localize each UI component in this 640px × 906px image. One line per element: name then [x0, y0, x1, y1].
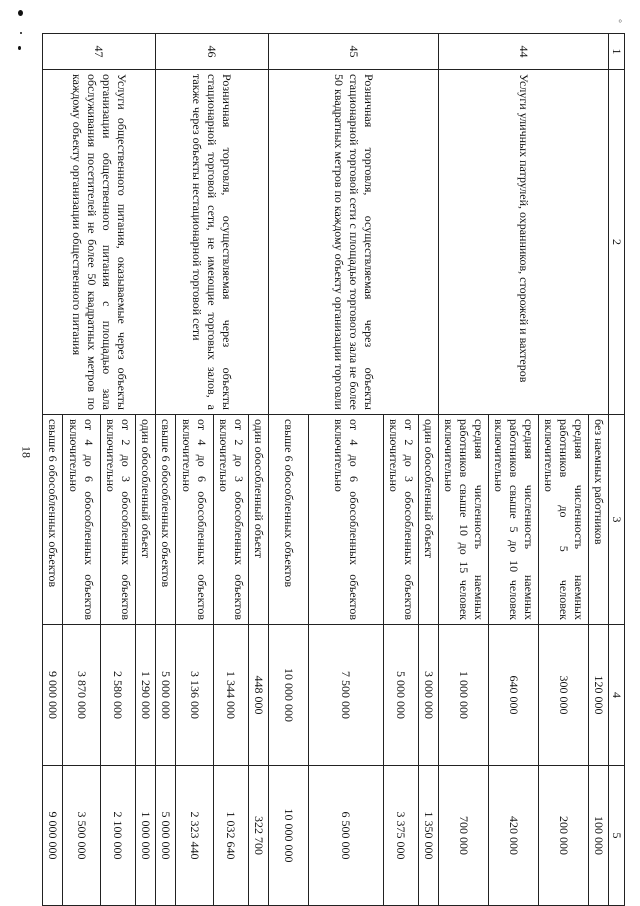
amount-col-5: 100 000: [589, 766, 609, 906]
amount-col-4: 10 000 000: [269, 625, 309, 766]
amount-col-4: 2 580 000: [101, 625, 136, 766]
table-row: [249, 34, 269, 906]
amount-col-4: 640 000: [489, 625, 539, 766]
service-description: Услуги уличных патрулей, охранников, сторожей и вахтеров: [439, 70, 609, 415]
table-row: [136, 34, 156, 906]
amount-col-5: 2 323 440: [176, 766, 214, 906]
amount-col-4: 7 500 000: [309, 625, 384, 766]
amount-col-4: 300 000: [539, 625, 589, 766]
service-description: Розничная торговля, осуществляемая через объекты стационарной торговой сети с площадью торгового зала не более 50 квадратных метров по каждому объекту организации торговли: [269, 70, 439, 415]
amount-col-5: 10 000 000: [269, 766, 309, 906]
amount-col-4: 3 136 000: [176, 625, 214, 766]
row-number: 46: [156, 34, 269, 70]
amount-col-5: 200 000: [539, 766, 589, 906]
rotated-page: [46, 33, 625, 905]
header-col-2: 2: [609, 70, 625, 415]
table-row: [419, 34, 439, 906]
condition-cell: один обособленный объект: [249, 415, 269, 625]
amount-col-5: 420 000: [489, 766, 539, 906]
condition-cell: свыше 6 обособленных объектов: [43, 415, 63, 625]
service-description: Услуги общественного питания, оказываемые через объекты организации общественного питания с площадью зала обслуживания посетителей не более 50 квадратных метров по каждому объекту организации общественного питания: [43, 70, 156, 415]
header-row: [609, 34, 625, 906]
header-col-5: 5: [609, 766, 625, 906]
tariff-table-body: [43, 34, 625, 906]
tariff-table: [42, 33, 625, 906]
condition-cell: без наемных работников: [589, 415, 609, 625]
condition-cell: от 2 до 3 обособленных объектов включительно: [384, 415, 419, 625]
condition-cell: от 2 до 3 обособленных объектов включительно: [214, 415, 249, 625]
condition-cell: от 4 до 6 обособленных объектов включительно: [309, 415, 384, 625]
amount-col-5: 9 000 000: [43, 766, 63, 906]
amount-col-4: 120 000: [589, 625, 609, 766]
amount-col-5: 2 100 000: [101, 766, 136, 906]
row-number: 44: [439, 34, 609, 70]
tariff-table-container: [46, 33, 625, 905]
amount-col-5: 3 500 000: [63, 766, 101, 906]
amount-col-4: 9 000 000: [43, 625, 63, 766]
amount-col-4: 1 000 000: [439, 625, 489, 766]
amount-col-5: 1 032 640: [214, 766, 249, 906]
corner-mark: °: [618, 18, 622, 28]
amount-col-4: 448 000: [249, 625, 269, 766]
condition-cell: средняя численность наемных работников свыше 10 до 15 человек включительно: [439, 415, 489, 625]
condition-cell: свыше 6 обособленных объектов: [269, 415, 309, 625]
condition-cell: от 4 до 6 обособленных объектов включительно: [176, 415, 214, 625]
condition-cell: средняя численность наемных работников свыше 5 до 10 человек включительно: [489, 415, 539, 625]
amount-col-5: 5 000 000: [156, 766, 176, 906]
condition-cell: от 4 до 6 обособленных объектов включительно: [63, 415, 101, 625]
condition-cell: один обособленный объект: [419, 415, 439, 625]
table-row: [589, 34, 609, 906]
header-col-3: 3: [609, 415, 625, 625]
amount-col-5: 322 700: [249, 766, 269, 906]
amount-col-5: 3 375 000: [384, 766, 419, 906]
amount-col-4: 1 344 000: [214, 625, 249, 766]
amount-col-4: 3 000 000: [419, 625, 439, 766]
amount-col-4: 5 000 000: [384, 625, 419, 766]
row-number: 45: [269, 34, 439, 70]
amount-col-5: 6 500 000: [309, 766, 384, 906]
header-col-4: 4: [609, 625, 625, 766]
condition-cell: средняя численность наемных работников до 5 человек включительно: [539, 415, 589, 625]
row-number: 47: [43, 34, 156, 70]
amount-col-4: 5 000 000: [156, 625, 176, 766]
amount-col-4: 1 290 000: [136, 625, 156, 766]
condition-cell: свыше 6 обособленных объектов: [156, 415, 176, 625]
amount-col-5: 1 350 000: [419, 766, 439, 906]
scan-speck: [18, 10, 23, 16]
condition-cell: от 2 до 3 обособленных объектов включительно: [101, 415, 136, 625]
service-description: Розничная торговля, осуществляемая через объекты стационарной торговой сети, не имеющие торговых залов, а также через объекты нестационарной торговой сети: [156, 70, 269, 415]
condition-cell: один обособленный объект: [136, 415, 156, 625]
amount-col-4: 3 870 000: [63, 625, 101, 766]
scan-speck: [18, 46, 21, 50]
header-col-1: 1: [609, 34, 625, 70]
amount-col-5: 1 000 000: [136, 766, 156, 906]
amount-col-5: 700 000: [439, 766, 489, 906]
scan-speck: [20, 32, 22, 34]
page-number: 18: [19, 446, 34, 458]
